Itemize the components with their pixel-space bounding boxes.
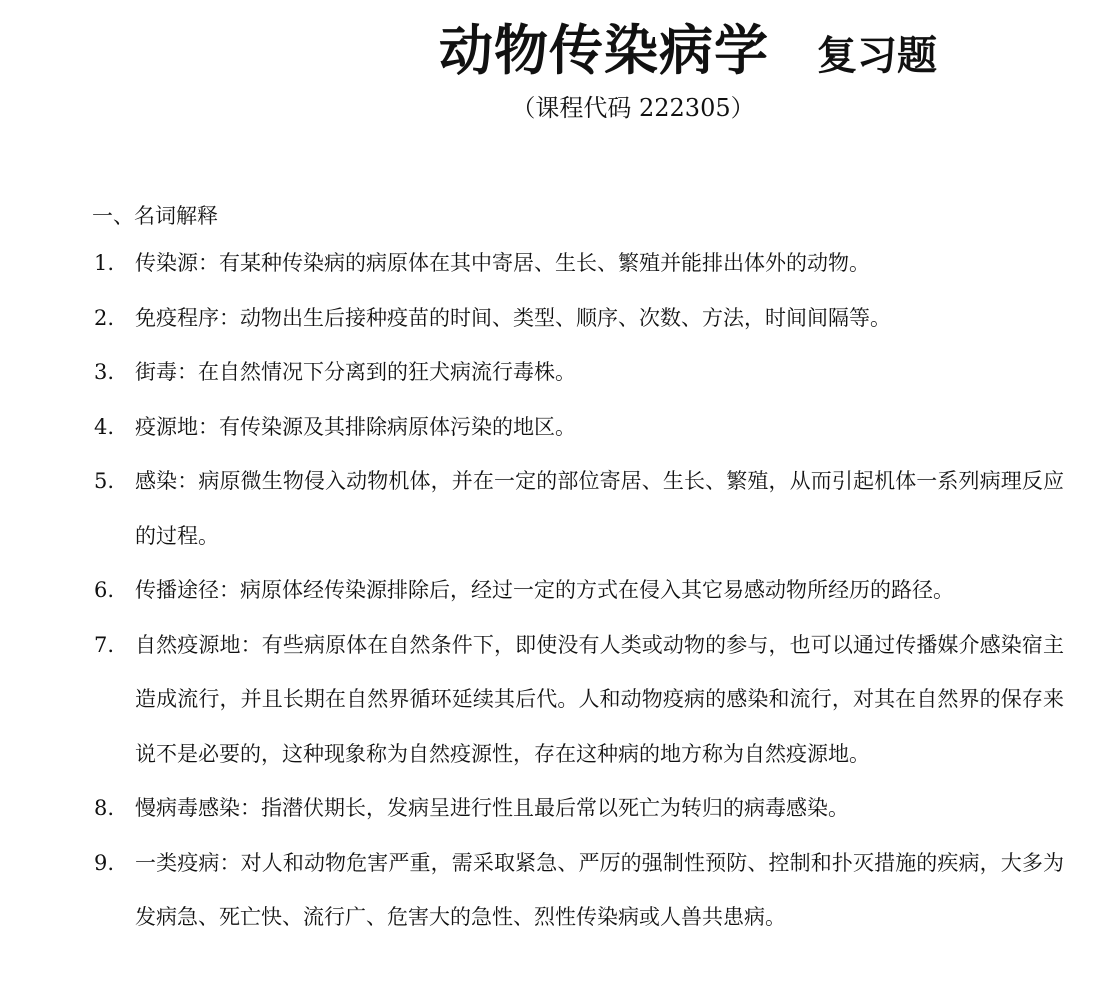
term-item [92,781,1064,836]
term-separator: ： [240,632,262,657]
term-separator: ： [177,360,198,384]
term-definition: 有某种传染病的病原体在其中寄居、生长、繁殖并能排出体外的动物。 [219,251,870,275]
term-definition: 病原体经传染源排除后，经过一定的方式在侵入其它易感动物所经历的路径。 [240,578,954,602]
term-separator: ： [240,796,261,820]
term-separator: ： [177,469,199,493]
document-title: 动物传染病学 [439,19,769,82]
term-name: 慢病毒感染 [135,796,240,820]
term-item [92,345,1064,400]
term-name: 免疫程序 [135,305,219,330]
term-separator: ： [219,578,240,602]
term-item [92,563,1064,618]
term-separator: ： [219,305,240,330]
term-separator: ： [198,414,219,439]
term-number: 5. [94,469,115,493]
term-item [92,836,1064,945]
term-definition: 对人和动物危害严重，需采取紧急、严厉的强制性预防、控制和扑灭措施的疾病，大多为发病急、死亡快、流行广、危害大的急性、烈性传染病或人兽共患病。 [135,850,1065,929]
term-number: 4. [94,414,115,439]
term-definition: 动物出生后接种疫苗的时间、类型、顺序、次数、方法，时间间隔等。 [240,305,891,330]
term-item [92,236,1064,291]
term-number: 2. [94,305,115,330]
term-item [92,454,1064,563]
term-number: 3. [94,360,115,384]
term-list [92,236,1064,945]
term-item [92,618,1064,782]
term-number: 1. [94,251,115,275]
term-name: 街毒 [135,360,177,384]
term-separator: ： [198,251,219,275]
term-number: 9. [94,850,115,875]
term-item [92,291,1064,346]
term-name: 传染源 [135,251,198,275]
term-definition: 有些病原体在自然条件下，即使没有人类或动物的参与，也可以通过传播媒介感染宿主造成流行，并且长期在自然界循环延续其后代。人和动物疫病的感染和流行，对其在自然界的保存来说不是必要的，这种现象称为自然疫源性，存在这种病的地方称为自然疫源地。 [135,632,1065,766]
term-definition: 有传染源及其排除病原体污染的地区。 [219,414,576,439]
term-number: 7. [94,632,115,657]
term-number: 8. [94,796,115,820]
term-name: 感染 [135,469,178,493]
title-row [0,8,1120,85]
term-definition: 病原微生物侵入动物机体，并在一定的部位寄居、生长、繁殖，从而引起机体一系列病理反应的过程。 [135,469,1065,548]
term-separator: ： [219,850,241,875]
term-name: 传播途径 [135,578,219,602]
term-item [92,400,1064,455]
term-number: 6. [94,578,115,602]
section-heading: 一、名词解释 [92,204,218,228]
term-name: 疫源地 [135,414,198,439]
term-name: 一类疫病 [135,850,220,875]
document-subtitle: 复习题 [817,33,937,79]
course-code: （课程代码 222305） [511,94,755,122]
term-definition: 在自然情况下分离到的狂犬病流行毒株。 [198,360,576,384]
term-definition: 指潜伏期长，发病呈进行性且最后常以死亡为转归的病毒感染。 [261,796,849,820]
term-name: 自然疫源地 [135,632,241,657]
